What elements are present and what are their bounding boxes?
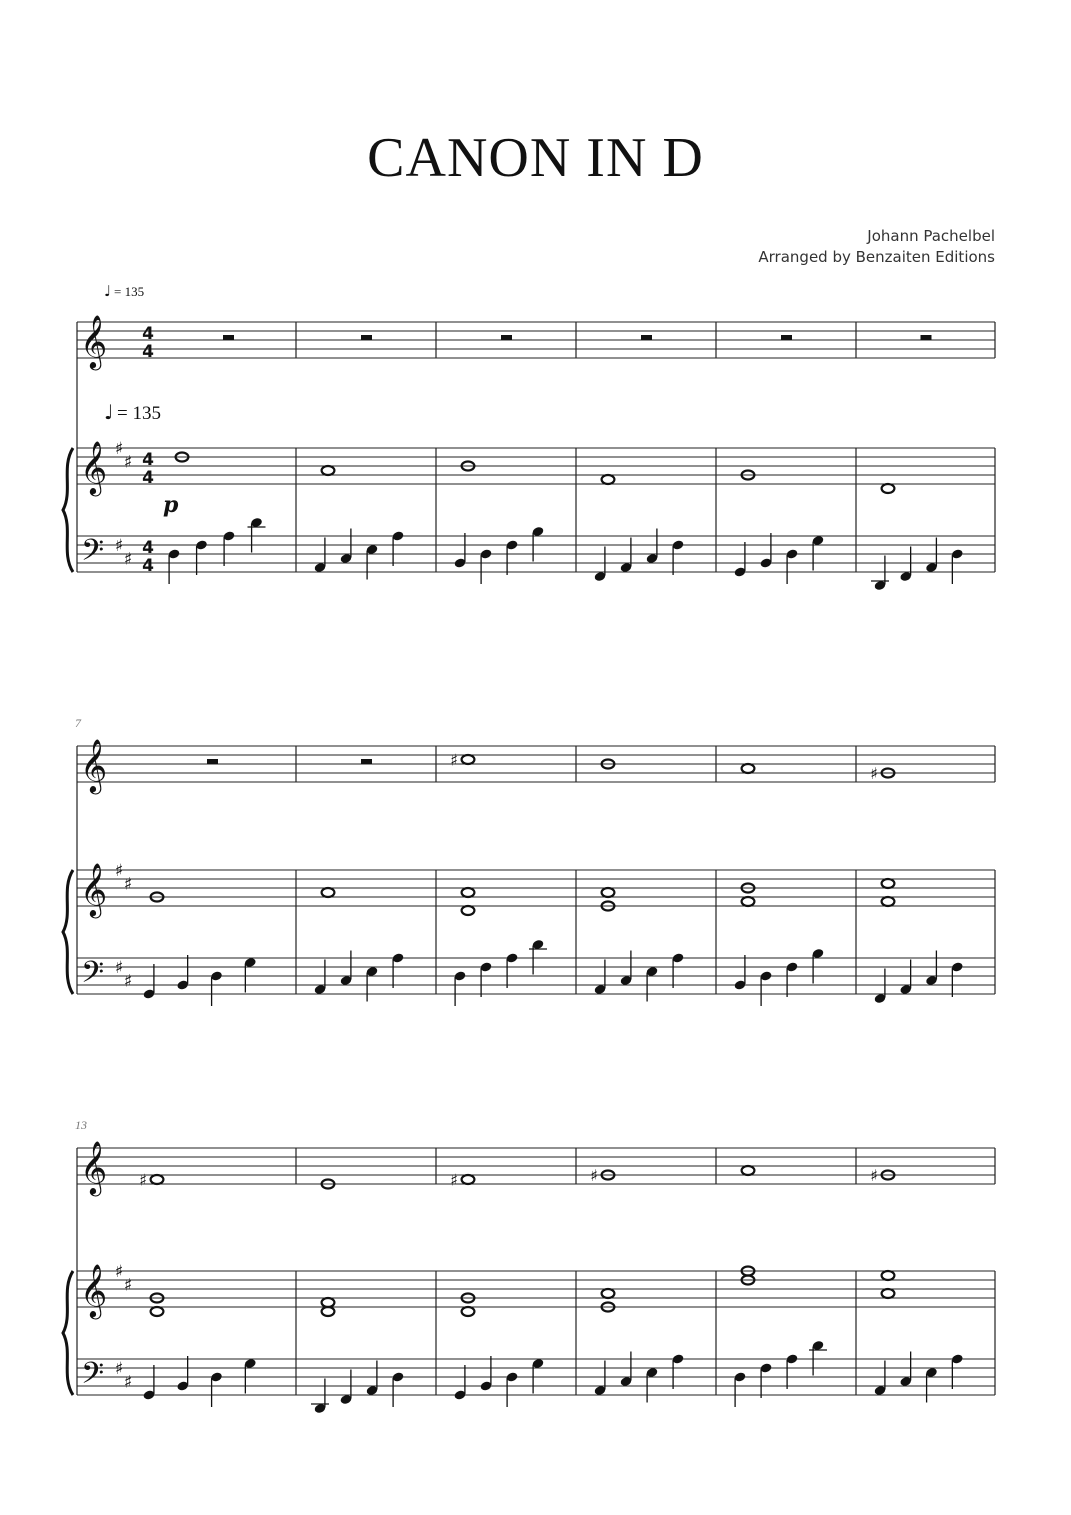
solo-whole-note [151, 1175, 164, 1184]
treble-clef-icon: 𝄞 [80, 1263, 108, 1317]
solo-whole-note [742, 1166, 755, 1175]
bass-clef-icon: 𝄢 [81, 534, 105, 575]
tempo-mark-solo: = 135 [114, 284, 145, 299]
key-signature-sharp: ♯ [123, 1372, 133, 1393]
piano-rh-whole-note [882, 897, 895, 906]
piano-rh-whole-note [882, 1271, 895, 1280]
treble-clef-icon: 𝄞 [80, 862, 108, 916]
treble-clef-icon: 𝄞 [80, 738, 108, 792]
solo-whole-note [462, 755, 475, 764]
key-signature-sharp: ♯ [114, 861, 124, 881]
accidental-sharp: ♯ [870, 1166, 878, 1185]
treble-clef-icon: 𝄞 [80, 440, 108, 494]
solo-whole-note [742, 764, 755, 773]
time-signature-top: 4 [142, 538, 154, 558]
solo-staff [77, 1148, 995, 1184]
whole-rest [223, 335, 234, 340]
key-signature-sharp: ♯ [123, 874, 133, 895]
piano-rh-whole-note [462, 906, 475, 915]
piano-rh-whole-note [322, 1298, 335, 1307]
whole-rest [207, 759, 218, 764]
key-signature-sharp: ♯ [123, 971, 133, 992]
time-signature-bottom: 4 [142, 468, 154, 488]
piano-rh-whole-note [882, 879, 895, 888]
piano-rh-whole-note [882, 1289, 895, 1298]
time-signature-bottom: 4 [142, 556, 154, 576]
piano-rh-whole-note [322, 466, 335, 475]
piano-rh-whole-note [602, 475, 615, 484]
accidental-sharp: ♯ [450, 1170, 458, 1190]
bass-clef-icon: 𝄢 [81, 956, 105, 997]
key-signature-sharp: ♯ [123, 549, 133, 570]
whole-rest [361, 335, 372, 340]
piano-right-staff [77, 870, 995, 906]
piano-rh-whole-note [882, 484, 895, 493]
grand-staff-brace [63, 1271, 73, 1395]
accidental-sharp: ♯ [590, 1166, 598, 1185]
piano-right-staff [77, 1271, 995, 1307]
accidental-sharp: ♯ [139, 1170, 147, 1190]
key-signature-sharp: ♯ [123, 452, 133, 473]
key-signature-sharp: ♯ [114, 1359, 124, 1379]
time-signature-bottom: 4 [142, 342, 154, 362]
key-signature-sharp: ♯ [114, 439, 124, 459]
whole-rest [921, 335, 932, 340]
tempo-mark-piano: = 135 [117, 403, 161, 424]
accidental-sharp: ♯ [450, 750, 458, 770]
treble-clef-icon: 𝄞 [80, 1140, 108, 1194]
measure-number: 13 [75, 1118, 87, 1132]
bass-clef-icon: 𝄢 [81, 1357, 105, 1398]
piano-rh-whole-note [602, 1289, 615, 1298]
arranger-credit: Arranged by Benzaiten Editions [758, 248, 995, 266]
solo-staff [77, 322, 995, 358]
tempo-note-icon: ♩ [104, 282, 112, 300]
score-title: CANON IN D [367, 127, 704, 189]
measure-number: 7 [75, 716, 81, 730]
whole-rest [641, 335, 652, 340]
piano-rh-whole-note [151, 1307, 164, 1316]
piano-rh-whole-note [322, 1307, 335, 1316]
whole-rest [781, 335, 792, 340]
grand-staff-brace [63, 870, 73, 994]
whole-rest [501, 335, 512, 340]
dynamic-marking: p [163, 492, 179, 518]
treble-clef-icon: 𝄞 [80, 314, 108, 368]
solo-whole-note [462, 1175, 475, 1184]
key-signature-sharp: ♯ [123, 1275, 133, 1296]
time-signature-top: 4 [142, 324, 154, 344]
piano-left-staff [77, 536, 995, 572]
piano-rh-whole-note [462, 1307, 475, 1316]
key-signature-sharp: ♯ [114, 958, 124, 978]
whole-rest [361, 759, 372, 764]
composer-credit: Johann Pachelbel [867, 227, 995, 245]
piano-rh-whole-note [462, 888, 475, 897]
accidental-sharp: ♯ [870, 764, 878, 783]
time-signature-top: 4 [142, 450, 154, 470]
piano-rh-whole-note [742, 897, 755, 906]
key-signature-sharp: ♯ [114, 536, 124, 556]
key-signature-sharp: ♯ [114, 1262, 124, 1282]
piano-right-staff [77, 448, 995, 484]
piano-rh-whole-note [602, 888, 615, 897]
piano-rh-whole-note [322, 888, 335, 897]
tempo-note-icon: ♩ [104, 400, 114, 424]
grand-staff-brace [63, 448, 73, 572]
